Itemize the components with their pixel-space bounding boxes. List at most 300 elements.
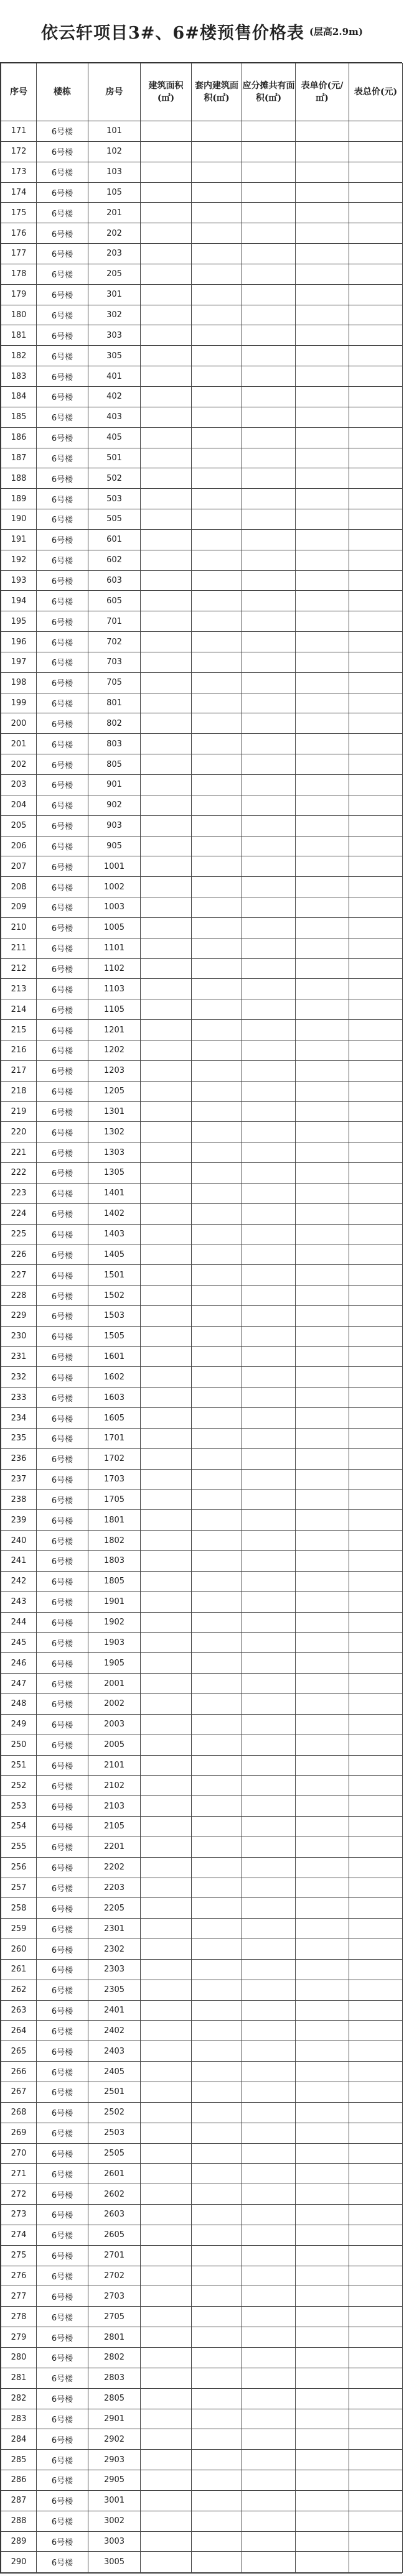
- cell-inner-area: [192, 917, 242, 938]
- cell-building: 6号楼: [37, 2021, 88, 2041]
- cell-shared-area: [242, 264, 296, 284]
- cell-unit-price: [296, 2062, 349, 2082]
- cell-gross-area: [141, 2347, 192, 2368]
- cell-serial: 252: [1, 1776, 37, 1796]
- cell-room: 2903: [88, 2450, 141, 2470]
- cell-total-price: [349, 427, 403, 448]
- cell-shared-area: [242, 1735, 296, 1755]
- cell-total-price: [349, 652, 403, 672]
- cell-room: 2505: [88, 2143, 141, 2164]
- cell-serial: 196: [1, 632, 37, 652]
- cell-inner-area: [192, 2511, 242, 2531]
- cell-room: 2103: [88, 1796, 141, 1817]
- cell-inner-area: [192, 1674, 242, 1694]
- table-row: [1, 2245, 403, 2266]
- cell-room: 1405: [88, 1244, 141, 1265]
- cell-room: 705: [88, 672, 141, 693]
- cell-total-price: [349, 2286, 403, 2307]
- cell-total-price: [349, 1163, 403, 1184]
- cell-total-price: [349, 1817, 403, 1837]
- table-row: [1, 1633, 403, 1653]
- cell-inner-area: [192, 1653, 242, 1674]
- cell-building: 6号楼: [37, 2266, 88, 2286]
- header-shared-area: 应分摊共有面积(㎡): [242, 63, 296, 121]
- cell-total-price: [349, 2041, 403, 2062]
- cell-gross-area: [141, 917, 192, 938]
- cell-unit-price: [296, 1346, 349, 1367]
- cell-gross-area: [141, 366, 192, 387]
- cell-inner-area: [192, 1448, 242, 1469]
- cell-serial: 210: [1, 917, 37, 938]
- cell-building: 6号楼: [37, 632, 88, 652]
- cell-building: 6号楼: [37, 284, 88, 305]
- cell-total-price: [349, 346, 403, 366]
- cell-room: 1201: [88, 1020, 141, 1040]
- cell-total-price: [349, 1429, 403, 1449]
- cell-room: 105: [88, 182, 141, 203]
- cell-total-price: [349, 1224, 403, 1244]
- cell-inner-area: [192, 2470, 242, 2491]
- cell-gross-area: [141, 1040, 192, 1060]
- cell-room: 2202: [88, 1857, 141, 1878]
- cell-inner-area: [192, 897, 242, 918]
- cell-inner-area: [192, 182, 242, 203]
- cell-inner-area: [192, 2184, 242, 2205]
- table-row: [1, 1060, 403, 1081]
- cell-unit-price: [296, 1163, 349, 1184]
- cell-gross-area: [141, 386, 192, 407]
- cell-inner-area: [192, 1551, 242, 1572]
- cell-room: 2702: [88, 2266, 141, 2286]
- cell-inner-area: [192, 141, 242, 162]
- cell-shared-area: [242, 1714, 296, 1735]
- table-row: [1, 1531, 403, 1551]
- cell-total-price: [349, 570, 403, 591]
- cell-building: 6号楼: [37, 2470, 88, 2491]
- cell-inner-area: [192, 325, 242, 346]
- cell-building: 6号楼: [37, 2409, 88, 2429]
- cell-room: 1603: [88, 1388, 141, 1408]
- cell-total-price: [349, 366, 403, 387]
- cell-unit-price: [296, 1367, 349, 1388]
- cell-shared-area: [242, 2409, 296, 2429]
- cell-shared-area: [242, 1183, 296, 1203]
- cell-unit-price: [296, 2102, 349, 2123]
- cell-total-price: [349, 1939, 403, 1960]
- cell-inner-area: [192, 346, 242, 366]
- cell-shared-area: [242, 979, 296, 999]
- cell-total-price: [349, 632, 403, 652]
- cell-serial: 236: [1, 1448, 37, 1469]
- cell-total-price: [349, 897, 403, 918]
- cell-serial: 171: [1, 121, 37, 142]
- cell-shared-area: [242, 1265, 296, 1286]
- cell-total-price: [349, 162, 403, 182]
- cell-building: 6号楼: [37, 1203, 88, 1224]
- cell-inner-area: [192, 2552, 242, 2573]
- cell-building: 6号楼: [37, 1244, 88, 1265]
- cell-room: 502: [88, 468, 141, 489]
- cell-serial: 251: [1, 1755, 37, 1776]
- cell-shared-area: [242, 305, 296, 325]
- cell-serial: 275: [1, 2245, 37, 2266]
- cell-total-price: [349, 1040, 403, 1060]
- cell-inner-area: [192, 1265, 242, 1286]
- cell-building: 6号楼: [37, 1531, 88, 1551]
- cell-building: 6号楼: [37, 652, 88, 672]
- cell-building: 6号楼: [37, 1081, 88, 1101]
- cell-gross-area: [141, 1571, 192, 1591]
- cell-inner-area: [192, 366, 242, 387]
- cell-total-price: [349, 407, 403, 427]
- cell-room: 1901: [88, 1591, 141, 1612]
- cell-shared-area: [242, 2388, 296, 2409]
- cell-shared-area: [242, 346, 296, 366]
- cell-unit-price: [296, 815, 349, 836]
- cell-gross-area: [141, 2143, 192, 2164]
- cell-shared-area: [242, 795, 296, 815]
- cell-room: 2603: [88, 2205, 141, 2225]
- cell-shared-area: [242, 1755, 296, 1776]
- cell-gross-area: [141, 1939, 192, 1960]
- table-row: [1, 2286, 403, 2307]
- cell-serial: 203: [1, 775, 37, 795]
- table-row: [1, 1591, 403, 1612]
- cell-room: 1703: [88, 1469, 141, 1490]
- cell-serial: 247: [1, 1674, 37, 1694]
- cell-total-price: [349, 2327, 403, 2348]
- cell-room: 1002: [88, 877, 141, 897]
- cell-shared-area: [242, 1837, 296, 1857]
- table-row: [1, 877, 403, 897]
- cell-inner-area: [192, 734, 242, 754]
- cell-shared-area: [242, 1040, 296, 1060]
- cell-unit-price: [296, 713, 349, 734]
- cell-shared-area: [242, 1633, 296, 1653]
- cell-room: 2302: [88, 1939, 141, 1960]
- cell-unit-price: [296, 244, 349, 264]
- table-row: [1, 550, 403, 570]
- cell-room: 505: [88, 509, 141, 530]
- cell-unit-price: [296, 1653, 349, 1674]
- cell-inner-area: [192, 2307, 242, 2327]
- cell-unit-price: [296, 2511, 349, 2531]
- table-row: [1, 897, 403, 918]
- cell-unit-price: [296, 1693, 349, 1714]
- cell-room: 2501: [88, 2082, 141, 2103]
- cell-unit-price: [296, 203, 349, 223]
- cell-inner-area: [192, 591, 242, 611]
- cell-gross-area: [141, 284, 192, 305]
- cell-serial: 215: [1, 1020, 37, 1040]
- cell-building: 6号楼: [37, 836, 88, 856]
- table-row: [1, 305, 403, 325]
- cell-building: 6号楼: [37, 693, 88, 713]
- table-row: [1, 1469, 403, 1490]
- cell-unit-price: [296, 1429, 349, 1449]
- cell-gross-area: [141, 264, 192, 284]
- table-row: [1, 958, 403, 979]
- cell-shared-area: [242, 632, 296, 652]
- cell-building: 6号楼: [37, 1490, 88, 1510]
- cell-total-price: [349, 1653, 403, 1674]
- cell-shared-area: [242, 1081, 296, 1101]
- cell-unit-price: [296, 632, 349, 652]
- cell-room: 205: [88, 264, 141, 284]
- table-row: [1, 775, 403, 795]
- cell-total-price: [349, 509, 403, 530]
- cell-gross-area: [141, 325, 192, 346]
- cell-shared-area: [242, 897, 296, 918]
- cell-shared-area: [242, 2347, 296, 2368]
- cell-shared-area: [242, 550, 296, 570]
- cell-inner-area: [192, 570, 242, 591]
- cell-serial: 245: [1, 1633, 37, 1653]
- cell-inner-area: [192, 2429, 242, 2450]
- cell-gross-area: [141, 509, 192, 530]
- cell-room: 2802: [88, 2347, 141, 2368]
- cell-building: 6号楼: [37, 2450, 88, 2470]
- cell-unit-price: [296, 958, 349, 979]
- cell-inner-area: [192, 2143, 242, 2164]
- cell-inner-area: [192, 468, 242, 489]
- cell-total-price: [349, 591, 403, 611]
- cell-inner-area: [192, 1060, 242, 1081]
- cell-serial: 172: [1, 141, 37, 162]
- cell-inner-area: [192, 203, 242, 223]
- cell-room: 601: [88, 529, 141, 550]
- cell-inner-area: [192, 386, 242, 407]
- cell-unit-price: [296, 1796, 349, 1817]
- cell-unit-price: [296, 1837, 349, 1857]
- cell-unit-price: [296, 182, 349, 203]
- cell-serial: 235: [1, 1429, 37, 1449]
- cell-total-price: [349, 182, 403, 203]
- cell-serial: 282: [1, 2388, 37, 2409]
- cell-gross-area: [141, 1693, 192, 1714]
- cell-shared-area: [242, 284, 296, 305]
- cell-room: 1102: [88, 958, 141, 979]
- cell-gross-area: [141, 672, 192, 693]
- cell-building: 6号楼: [37, 1305, 88, 1326]
- cell-shared-area: [242, 856, 296, 877]
- cell-serial: 228: [1, 1286, 37, 1306]
- cell-serial: 287: [1, 2490, 37, 2511]
- cell-room: 1003: [88, 897, 141, 918]
- cell-total-price: [349, 1612, 403, 1633]
- table-row: [1, 672, 403, 693]
- cell-building: 6号楼: [37, 1286, 88, 1306]
- cell-inner-area: [192, 223, 242, 244]
- cell-inner-area: [192, 550, 242, 570]
- cell-room: 1403: [88, 1224, 141, 1244]
- cell-unit-price: [296, 1633, 349, 1653]
- cell-building: 6号楼: [37, 591, 88, 611]
- cell-serial: 280: [1, 2347, 37, 2368]
- cell-building: 6号楼: [37, 223, 88, 244]
- cell-total-price: [349, 1591, 403, 1612]
- cell-building: 6号楼: [37, 611, 88, 632]
- cell-inner-area: [192, 2082, 242, 2103]
- cell-total-price: [349, 1122, 403, 1142]
- cell-total-price: [349, 264, 403, 284]
- cell-shared-area: [242, 1531, 296, 1551]
- cell-gross-area: [141, 999, 192, 1020]
- cell-unit-price: [296, 1531, 349, 1551]
- cell-shared-area: [242, 1490, 296, 1510]
- table-row: [1, 1776, 403, 1796]
- cell-total-price: [349, 284, 403, 305]
- cell-shared-area: [242, 1367, 296, 1388]
- cell-inner-area: [192, 2225, 242, 2245]
- cell-shared-area: [242, 427, 296, 448]
- cell-shared-area: [242, 652, 296, 672]
- cell-unit-price: [296, 1265, 349, 1286]
- cell-inner-area: [192, 427, 242, 448]
- cell-total-price: [349, 1898, 403, 1919]
- cell-shared-area: [242, 1551, 296, 1572]
- cell-gross-area: [141, 489, 192, 509]
- cell-serial: 207: [1, 856, 37, 877]
- cell-unit-price: [296, 1469, 349, 1490]
- cell-shared-area: [242, 1591, 296, 1612]
- cell-shared-area: [242, 2470, 296, 2491]
- table-row: [1, 407, 403, 427]
- cell-serial: 269: [1, 2123, 37, 2143]
- cell-gross-area: [141, 836, 192, 856]
- cell-unit-price: [296, 366, 349, 387]
- cell-gross-area: [141, 2409, 192, 2429]
- table-row: [1, 1796, 403, 1817]
- cell-room: 2102: [88, 1776, 141, 1796]
- cell-inner-area: [192, 693, 242, 713]
- cell-gross-area: [141, 2021, 192, 2041]
- cell-gross-area: [141, 223, 192, 244]
- cell-shared-area: [242, 162, 296, 182]
- cell-unit-price: [296, 121, 349, 142]
- cell-room: 1601: [88, 1346, 141, 1367]
- cell-shared-area: [242, 2429, 296, 2450]
- cell-building: 6号楼: [37, 1551, 88, 1572]
- cell-serial: 208: [1, 877, 37, 897]
- cell-room: 1101: [88, 938, 141, 958]
- cell-unit-price: [296, 775, 349, 795]
- cell-room: 701: [88, 611, 141, 632]
- cell-unit-price: [296, 1674, 349, 1694]
- cell-gross-area: [141, 1919, 192, 1939]
- cell-gross-area: [141, 2490, 192, 2511]
- cell-shared-area: [242, 1408, 296, 1429]
- cell-building: 6号楼: [37, 305, 88, 325]
- cell-shared-area: [242, 2531, 296, 2552]
- cell-inner-area: [192, 856, 242, 877]
- cell-building: 6号楼: [37, 1591, 88, 1612]
- cell-gross-area: [141, 1163, 192, 1184]
- cell-shared-area: [242, 448, 296, 468]
- cell-serial: 180: [1, 305, 37, 325]
- header-serial: 序号: [1, 63, 37, 121]
- cell-gross-area: [141, 427, 192, 448]
- cell-total-price: [349, 1408, 403, 1429]
- cell-gross-area: [141, 1081, 192, 1101]
- cell-inner-area: [192, 1898, 242, 1919]
- cell-gross-area: [141, 1224, 192, 1244]
- cell-inner-area: [192, 2245, 242, 2266]
- cell-unit-price: [296, 897, 349, 918]
- cell-shared-area: [242, 1510, 296, 1531]
- cell-serial: 262: [1, 1980, 37, 2000]
- cell-inner-area: [192, 1959, 242, 1980]
- cell-room: 1103: [88, 979, 141, 999]
- cell-unit-price: [296, 1388, 349, 1408]
- table-row: [1, 182, 403, 203]
- cell-unit-price: [296, 284, 349, 305]
- cell-serial: 254: [1, 1817, 37, 1837]
- cell-gross-area: [141, 448, 192, 468]
- cell-shared-area: [242, 1817, 296, 1837]
- cell-shared-area: [242, 2490, 296, 2511]
- cell-unit-price: [296, 1878, 349, 1898]
- cell-gross-area: [141, 1837, 192, 1857]
- cell-building: 6号楼: [37, 1980, 88, 2000]
- cell-gross-area: [141, 1142, 192, 1163]
- cell-total-price: [349, 1674, 403, 1694]
- table-row: [1, 2388, 403, 2409]
- table-row: [1, 1693, 403, 1714]
- cell-room: 203: [88, 244, 141, 264]
- table-row: [1, 141, 403, 162]
- cell-unit-price: [296, 1551, 349, 1572]
- cell-shared-area: [242, 815, 296, 836]
- cell-room: 1803: [88, 1551, 141, 1572]
- cell-serial: 238: [1, 1490, 37, 1510]
- cell-shared-area: [242, 877, 296, 897]
- header-inner-area: 套内建筑面积(㎡): [192, 63, 242, 121]
- cell-shared-area: [242, 1571, 296, 1591]
- cell-total-price: [349, 2143, 403, 2164]
- cell-serial: 289: [1, 2531, 37, 2552]
- cell-total-price: [349, 856, 403, 877]
- cell-building: 6号楼: [37, 2082, 88, 2103]
- cell-serial: 284: [1, 2429, 37, 2450]
- table-row: [1, 1959, 403, 1980]
- cell-serial: 242: [1, 1571, 37, 1591]
- cell-gross-area: [141, 2511, 192, 2531]
- table-row: [1, 1448, 403, 1469]
- cell-building: 6号楼: [37, 1101, 88, 1122]
- table-row: [1, 795, 403, 815]
- cell-gross-area: [141, 1060, 192, 1081]
- cell-room: 1702: [88, 1448, 141, 1469]
- cell-shared-area: [242, 529, 296, 550]
- cell-gross-area: [141, 1653, 192, 1674]
- price-table-container: [0, 62, 402, 2574]
- cell-shared-area: [242, 1020, 296, 1040]
- cell-building: 6号楼: [37, 1346, 88, 1367]
- cell-room: 2602: [88, 2184, 141, 2205]
- cell-total-price: [349, 223, 403, 244]
- cell-room: 805: [88, 754, 141, 775]
- cell-building: 6号楼: [37, 1060, 88, 1081]
- cell-inner-area: [192, 1776, 242, 1796]
- cell-building: 6号楼: [37, 203, 88, 223]
- cell-gross-area: [141, 775, 192, 795]
- table-row: [1, 1571, 403, 1591]
- cell-building: 6号楼: [37, 1571, 88, 1591]
- cell-inner-area: [192, 1101, 242, 1122]
- cell-shared-area: [242, 591, 296, 611]
- cell-inner-area: [192, 2205, 242, 2225]
